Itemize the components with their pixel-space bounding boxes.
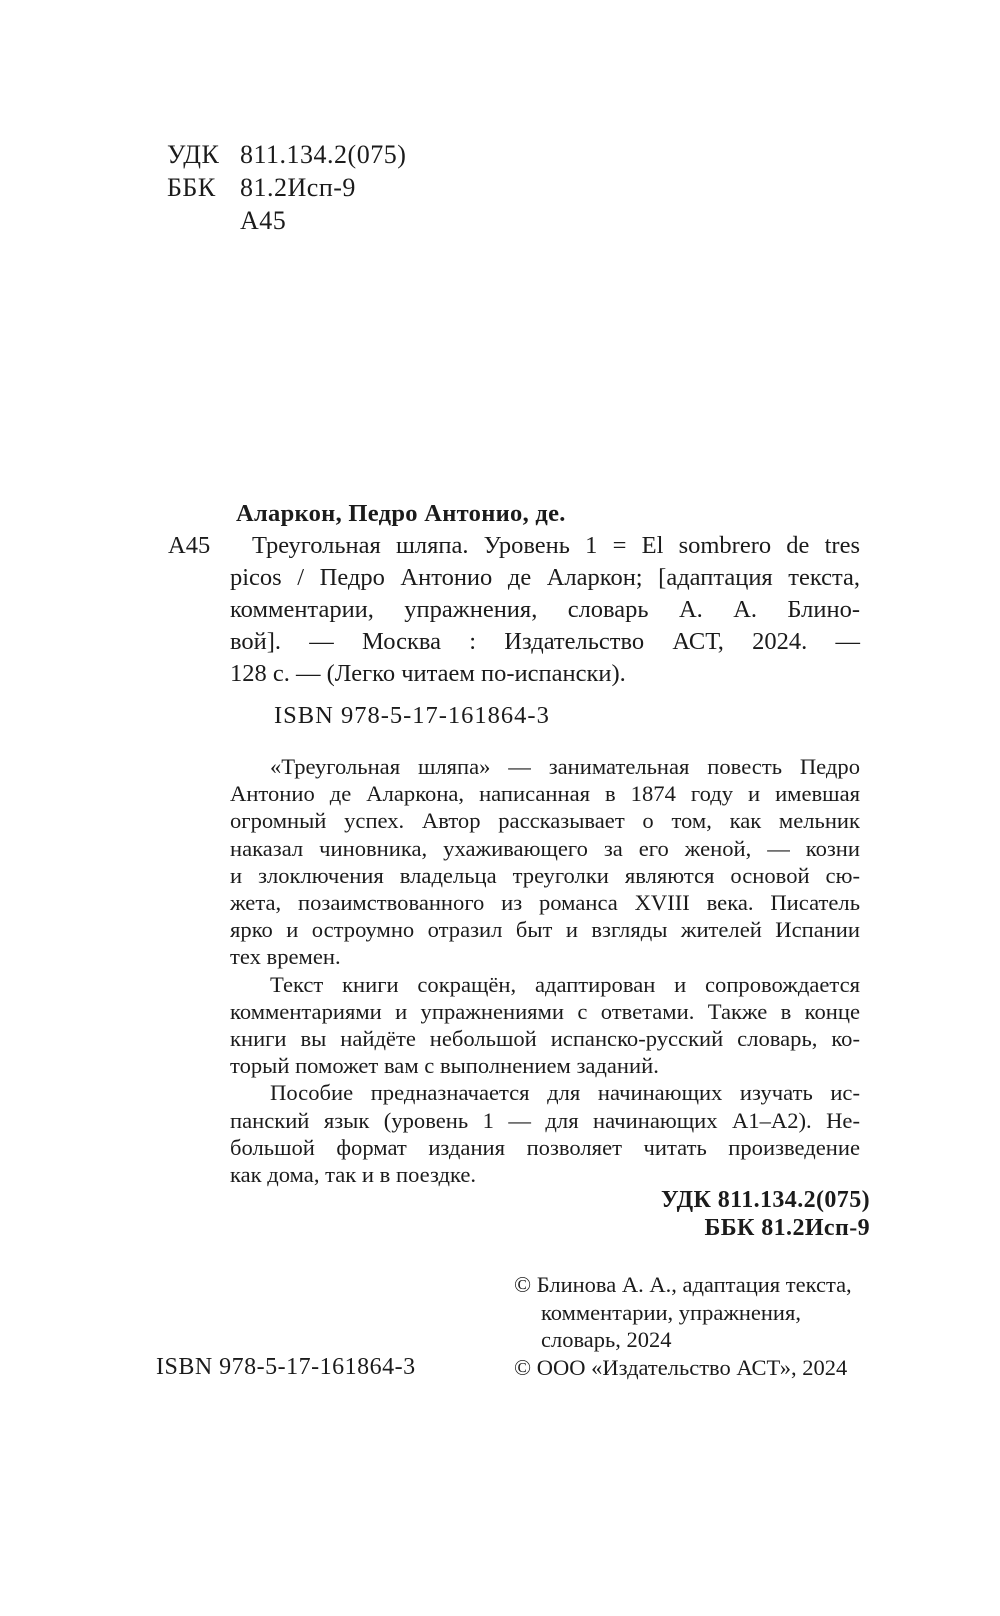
isbn-line: ISBN 978-5-17-161864-3 bbox=[274, 702, 550, 729]
text-line: книги вы найдёте небольшой испанско-русский словарь, ко- bbox=[230, 1026, 860, 1052]
copyright-block bbox=[514, 1271, 852, 1381]
text-line: picos / Педро Антонио де Аларкон; [адаптация текста, bbox=[230, 564, 860, 591]
annotation bbox=[230, 753, 860, 1188]
text-line: и злоключения владельца треуголки являются основой сю- bbox=[230, 862, 860, 888]
text-line: Текст книги сокращён, адаптирован и сопровождается bbox=[270, 971, 860, 997]
author-heading: Аларкон, Педро Антонио, де. bbox=[236, 500, 566, 527]
text-line: «Треугольная шляпа» — занимательная повесть Педро bbox=[270, 754, 860, 779]
text-line: панский язык (уровень 1 — для начинающих А1–А2). Не- bbox=[230, 1107, 860, 1133]
bbk-bottom: ББК 81.2Исп-9 bbox=[704, 1215, 870, 1241]
text-line: наказал чиновника, ухаживающего за его женой, — козни bbox=[230, 835, 860, 861]
bbk-value: 81.2Исп-9 bbox=[240, 173, 356, 202]
entry-author-sign: А45 bbox=[168, 532, 211, 559]
udk-label: УДК bbox=[167, 140, 220, 169]
text-line: Антонио де Аларкона, написанная в 1874 году и имевшая bbox=[230, 781, 860, 807]
text-line: жета, позаимствованного из романса XVIII века. Писатель bbox=[230, 890, 860, 916]
annotation-paragraph-1 bbox=[230, 753, 860, 971]
text-line: комментарии, упражнения, словарь А. А. Блино- bbox=[230, 596, 860, 623]
copyright-author-line-cont: комментарии, упражнения, bbox=[541, 1299, 801, 1325]
copyright-author-line-cont: словарь, 2024 bbox=[541, 1327, 672, 1352]
classification-codes-top bbox=[167, 138, 406, 237]
text-line: комментариями и упражнениями с ответами. Также в конце bbox=[230, 998, 860, 1024]
text-line: Пособие предназначается для начинающих изучать ис- bbox=[270, 1080, 860, 1106]
text-line: Треугольная шляпа. Уровень 1 = El sombrero de tres bbox=[252, 532, 860, 559]
classification-codes-bottom bbox=[661, 1186, 870, 1242]
annotation-paragraph-3 bbox=[230, 1079, 860, 1188]
copyright-author-line: © Блинова А. А., адаптация текста, bbox=[514, 1272, 852, 1297]
text-line: вой]. — Москва : Издательство АСТ, 2024. — bbox=[230, 628, 860, 655]
udk-row bbox=[167, 138, 406, 171]
biblio-description bbox=[230, 530, 860, 690]
text-line: огромный успех. Автор рассказывает о том, как мельник bbox=[230, 808, 860, 834]
text-line: большой формат издания позволяет читать произведение bbox=[230, 1134, 860, 1160]
udk-value: 811.134.2(075) bbox=[240, 140, 407, 169]
text-line: как дома, так и в поездке. bbox=[230, 1162, 477, 1188]
isbn-bottom: ISBN 978-5-17-161864-3 bbox=[156, 1354, 416, 1380]
bbk-row bbox=[167, 171, 406, 204]
text-line: ярко и остроумно отразил быт и взгляды жителей Испании bbox=[230, 917, 860, 943]
copyright-publisher-line: © ООО «Издательство АСТ», 2024 bbox=[514, 1354, 848, 1380]
bibliographic-entry bbox=[168, 498, 860, 1188]
author-sign-code: А45 bbox=[240, 206, 287, 235]
text-line: 128 с. — (Легко читаем по-испански). bbox=[230, 660, 626, 687]
text-line: торый поможет вам с выполнением заданий. bbox=[230, 1053, 659, 1079]
text-line: тех времен. bbox=[230, 944, 341, 970]
author-sign-row bbox=[167, 204, 406, 237]
udk-bottom: УДК 811.134.2(075) bbox=[661, 1187, 870, 1213]
annotation-paragraph-2 bbox=[230, 971, 860, 1080]
bbk-label: ББК bbox=[167, 173, 216, 202]
